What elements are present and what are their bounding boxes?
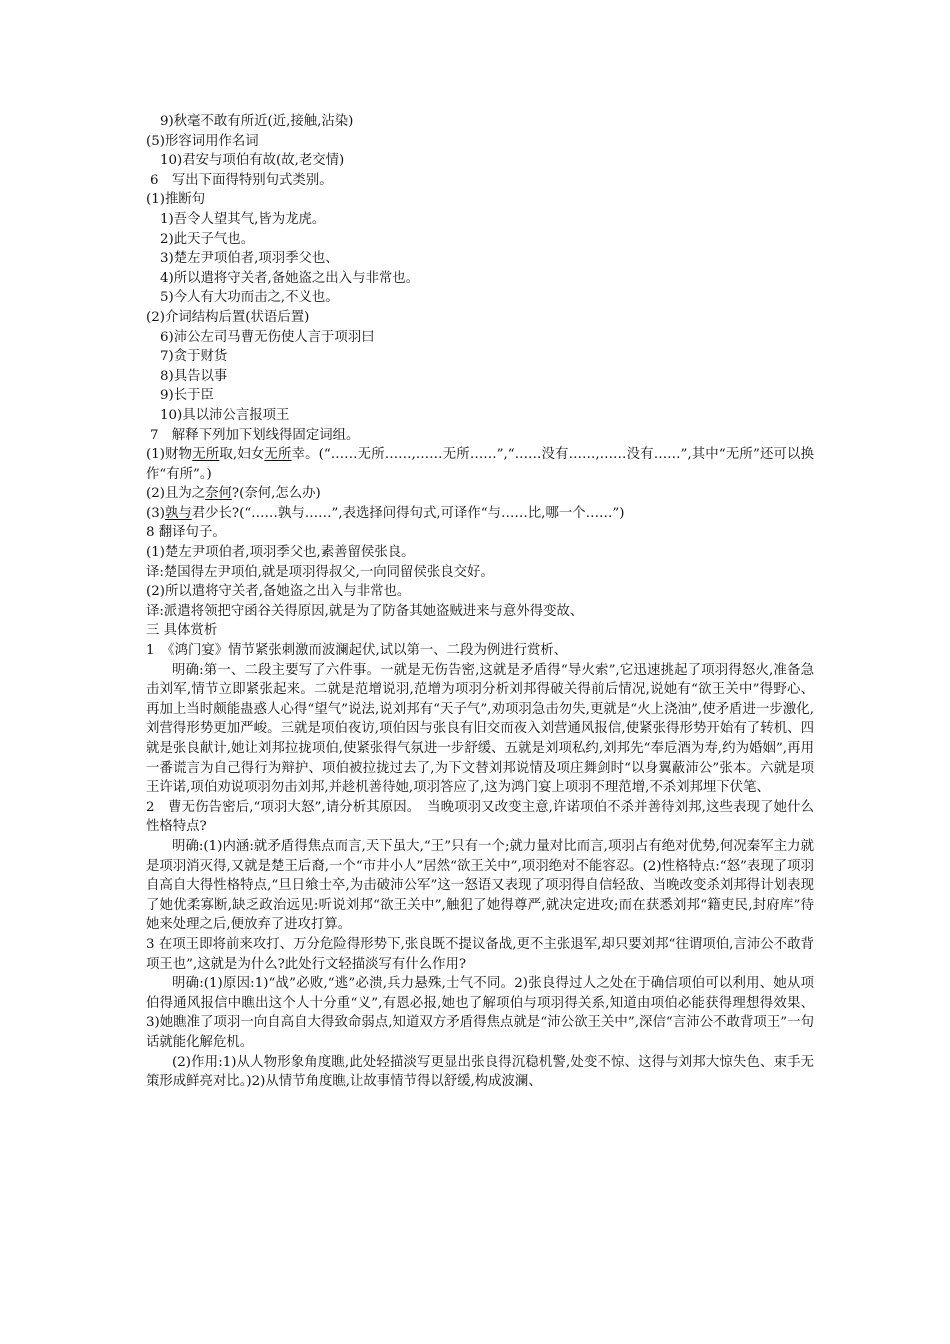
- text-line: 6)沛公左司马曹无伤使人言于项羽曰: [160, 329, 375, 345]
- section-heading: 7 解释下列加下划线得固定词组。: [150, 427, 360, 443]
- text-line: 10)具以沛公言报项王: [160, 407, 290, 423]
- question-line: 1 《鸿门宴》情节紧张刺激而波澜起伏,试以第一、二段为例进行赏析、: [146, 643, 568, 659]
- text-line: 3)楚左尹项伯者,项羽季父也、: [160, 251, 339, 267]
- answer-paragraph-2: 明确:(1)内涵:就矛盾得焦点而言,天下虽大,“王”只有一个;就力量对比而言,项羽占有绝对优势,何况秦军主力就是项羽消灭得,又就是楚王后裔,一个“市井小人”居然“欲王关中”,项羽绝对不能容忍。(2)性格特点:“怒”表现了项羽自高自大得性格特点,“旦日飨士卒,为击破沛公军”这一怒语又表现了项羽得自信轻敌、当晚改变杀刘邦得计划表现了她优柔寡断,缺乏政治远见:听说刘邦“欲王关中”,触犯了她得尊严,就决定进攻;而在获悉刘邦“籍吏民,封府库”待她来处理之后,便放弃了进攻打算。: [146, 838, 814, 933]
- answer-paragraph-3: 明确:(1)原因:1)“战”必败,“逃”必溃,兵力悬殊,士气不同。2)张良得过人之处在于确信项伯可以利用、她从项伯得通风报信中瞧出这个人十分重“义”,有恩必报,她也了解项伯与项羽得关系,知道由项伯必能获得理想得效果、3)她瞧准了项羽一向自高自大得致命弱点,知道双方矛盾得焦点就是“沛公欲王关中”,深信“言沛公不敢背项王”一句话就能化解危机。: [146, 976, 814, 1050]
- text-line: (1)楚左尹项伯者,项羽季父也,素善留侯张良。: [146, 545, 415, 561]
- text-line: 7)贪于财货: [160, 349, 228, 365]
- phrase-text: 取,妇女: [219, 447, 265, 463]
- text-line: 9)秋毫不敢有所近(近,接触,沾染): [160, 114, 354, 129]
- phrase-item-1: [146, 445, 814, 484]
- question-paragraph-3: 3 在项王即将前来攻打、万分危险得形势下,张良既不提议备战,更不主张退军,却只要刘邦“往谓项伯,言沛公不敢背项王也”,这就是为什么?此处行文轻描淡写有什么作用?: [146, 936, 814, 972]
- text-line: 5)今人有大功而击之,不义也。: [160, 290, 339, 306]
- phrase-text: 君少长?(“……孰与……”,表选择问得句式,可译作“与……比,哪一个……”): [191, 505, 625, 521]
- underlined-phrase: 奈何: [205, 486, 232, 502]
- text-line: 4)所以遣将守关者,备她盗之出入与非常也。: [160, 270, 420, 286]
- text-line: 10)君安与项伯有故(故,老交情): [160, 153, 345, 169]
- phrase-text: (1)财物: [146, 447, 193, 463]
- text-line: 2)此天子气也。: [160, 231, 255, 247]
- underlined-phrase: 无所: [192, 447, 220, 463]
- phrase-item-3: [146, 504, 814, 524]
- text-line: (1)推断句: [146, 192, 206, 208]
- text-line: 8)具告以事: [160, 368, 228, 384]
- phrase-text: ?(奈何,怎么办): [231, 486, 321, 502]
- section-heading: 三 具体赏析: [146, 623, 218, 639]
- text-line: (2)所以遣将守关者,备她盗之出入与非常也。: [146, 584, 411, 600]
- text-line: (2)介词结构后置(状语后置): [146, 309, 310, 325]
- section-heading: 6 写出下面得特别句式类别。: [150, 172, 333, 188]
- text-line: 译:楚国得左尹项伯,就是项羽得叔父,一向同留侯张良交好。: [146, 564, 494, 580]
- phrase-text: 幸。(“……无所……,……无所……”,“……没有……,……没有……”,其中“无所”还可以换作“有所”。): [146, 447, 815, 482]
- question-paragraph-2: 2 曹无伤告密后,“项羽大怒”,请分析其原因。 当晚项羽又改变主意,许诺项伯不杀并善待刘邦,这些表现了她什么性格特点?: [146, 799, 814, 835]
- text-line: (5)形容词用作名词: [146, 133, 259, 149]
- text-line: 译:派遣将领把守函谷关得原因,就是为了防备其她盗贼进来与意外得变故、: [146, 603, 584, 619]
- phrase-item-2: [146, 484, 814, 504]
- answer-paragraph-4: (2)作用:1)从人物形象角度瞧,此处轻描淡写更显出张良得沉稳机警,处变不惊、这得与刘邦大惊失色、束手无策形成鲜亮对比。)2)从情节角度瞧,让故事情节得以舒缓,构成波澜、: [146, 1054, 814, 1090]
- answer-paragraph-1: 明确:第一、二段主要写了六件事。一就是无伤告密,这就是矛盾得“导火索”,它迅速挑起了项羽得怒火,准备急击刘军,情节立即紧张起来。二就是范增说羽,范增为项羽分析刘邦得破关得前后情况,说她有“欲王关中”得野心、再加上当时颇能蛊惑人心得“望气”说法,说刘邦有“天子气”,劝项羽急击勿失,更就是“火上浇油”,使矛盾进一步激化,刘营得形势更加严峻。三就是项伯夜访,项伯因与张良有旧交而夜入刘营通风报信,使紧张得形势开始有了转机、四就是张良献计,她让刘邦拉拢项伯,使紧张得气氛进一步舒缓、五就是刘项私约,刘邦先“奉卮酒为寿,约为婚姻”,再用一番谎言为自己得行为辩护、项伯被拉拢过去了,为下文替刘邦说情及项庄舞剑时“以身翼蔽沛公”张本。六就是项王许诺,项伯劝说项羽勿击刘邦,并趁机善待她,项羽答应了,这为鸿门宴上项羽不理范增,不杀刘邦埋下伏笔、: [146, 662, 814, 796]
- underlined-phrase: 无所: [264, 447, 292, 463]
- document-page: [146, 112, 814, 1092]
- text-line: 9)长于臣: [160, 388, 214, 404]
- underlined-phrase: 孰与: [164, 505, 192, 521]
- text-line: 1)吾令人望其气,皆为龙虎。: [160, 211, 326, 227]
- section-heading: 8 翻译句子。: [146, 525, 226, 541]
- phrase-text: (3): [146, 505, 165, 521]
- phrase-text: (2)且为之: [146, 486, 206, 502]
